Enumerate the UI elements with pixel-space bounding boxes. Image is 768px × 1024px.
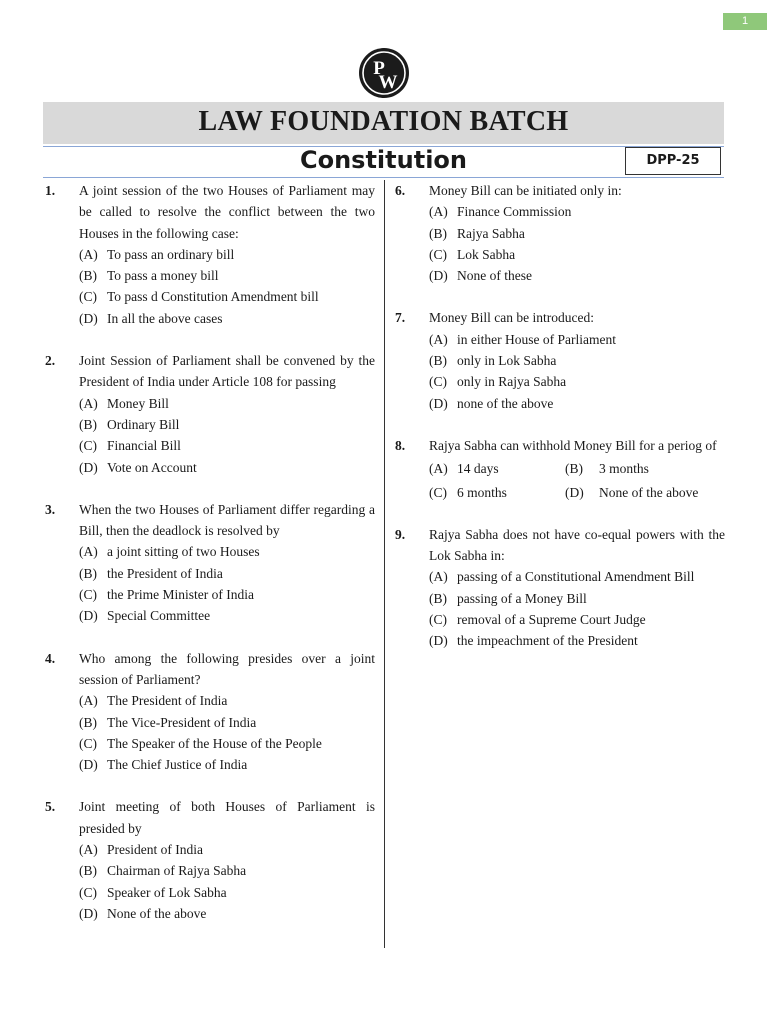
option-text: a joint sitting of two Houses	[107, 544, 260, 560]
page-number-badge: 1	[723, 13, 767, 30]
dpp-label: DPP-25	[625, 147, 721, 175]
option-letter: (B)	[79, 565, 97, 581]
option-letter: (B)	[429, 590, 447, 606]
option-c	[79, 286, 375, 307]
option-text: Financial Bill	[107, 438, 181, 454]
question-number: 9.	[395, 526, 406, 542]
option-letter: (D)	[429, 268, 448, 284]
question-7	[395, 307, 725, 413]
question-number: 5.	[45, 799, 56, 815]
question-number: 6.	[395, 183, 406, 198]
option-b	[429, 350, 725, 371]
question-text: A joint session of the two Houses of Parliament may be called to resolve the conflict between the two Houses in the following case:	[79, 183, 375, 241]
pw-logo-icon	[359, 48, 409, 98]
option-text: None of the above	[107, 905, 207, 921]
option-letter: (A)	[429, 331, 448, 347]
option-text: Speaker of Lok Sabha	[107, 884, 227, 900]
question-5	[45, 796, 375, 924]
option-text: only in Rajya Sabha	[457, 374, 567, 390]
option-text: 3 months	[599, 461, 649, 477]
option-letter: (A)	[429, 569, 448, 585]
question-text: Rajya Sabha does not have co-equal powers with the Lok Sabha in:	[429, 526, 725, 564]
option-b	[429, 223, 725, 244]
option-c	[79, 435, 375, 456]
option-letter: (D)	[429, 395, 448, 411]
option-letter: (B)	[79, 416, 97, 432]
question-1	[45, 180, 375, 329]
option-letter: (A)	[429, 461, 448, 477]
option-text: None of these	[457, 268, 532, 284]
option-text: The Vice-President of India	[107, 714, 257, 730]
question-text: Who among the following presides over a joint session of Parliament?	[79, 650, 375, 687]
option-b	[79, 265, 375, 286]
option-a	[429, 458, 565, 479]
question-8	[395, 435, 725, 503]
options-list	[45, 244, 375, 329]
question-text: Money Bill can be introduced:	[429, 310, 594, 326]
option-text: the President of India	[107, 565, 223, 581]
option-letter: (D)	[79, 905, 98, 921]
question-text: Rajya Sabha can withhold Money Bill for a periog of	[429, 437, 717, 453]
question-number: 7.	[395, 310, 406, 326]
option-letter: (D)	[79, 757, 98, 773]
question-text: Joint meeting of both Houses of Parliament is presided by	[79, 799, 375, 836]
question-text: Money Bill can be initiated only in:	[429, 183, 622, 198]
option-letter: (A)	[79, 395, 98, 411]
option-letter: (C)	[79, 587, 97, 603]
option-b	[565, 458, 725, 479]
option-text: The Chief Justice of India	[107, 757, 248, 773]
options-list	[395, 329, 725, 414]
option-a	[429, 201, 725, 222]
option-d	[79, 754, 375, 775]
option-text: 6 months	[457, 484, 507, 500]
option-b	[429, 588, 725, 609]
question-number: 8.	[395, 437, 406, 453]
option-c	[79, 882, 375, 903]
option-letter: (C)	[429, 612, 447, 628]
question-text: When the two Houses of Parliament differ regarding a Bill, then the deadlock is resolved by	[79, 501, 375, 539]
options-list	[45, 690, 375, 775]
option-text: none of the above	[457, 395, 554, 411]
options-list	[395, 566, 725, 651]
option-d	[565, 482, 725, 503]
option-d	[79, 605, 375, 626]
subject-title: Constitution	[299, 146, 467, 174]
option-text: To pass d Constitution Amendment bill	[107, 289, 319, 305]
option-d	[429, 393, 725, 414]
left-column	[45, 180, 375, 924]
option-c	[429, 609, 725, 630]
option-letter: (A)	[79, 544, 98, 560]
option-text: Ordinary Bill	[107, 416, 180, 432]
option-text: Rajya Sabha	[457, 225, 525, 241]
option-d	[79, 308, 375, 329]
question-3	[45, 499, 375, 627]
option-letter: (D)	[429, 633, 448, 649]
options-grid	[395, 458, 725, 503]
question-2	[45, 350, 375, 478]
option-text: passing of a Constitutional Amendment Bill	[457, 569, 695, 585]
options-list	[45, 839, 375, 924]
option-d	[79, 457, 375, 478]
option-letter: (B)	[79, 268, 97, 284]
option-text: Lok Sabha	[457, 246, 516, 262]
option-a	[79, 541, 375, 562]
option-c	[429, 371, 725, 392]
option-text: To pass an ordinary bill	[107, 246, 235, 262]
option-text: Special Committee	[107, 608, 211, 624]
options-list	[45, 541, 375, 626]
options-list	[45, 393, 375, 478]
option-letter: (A)	[429, 204, 448, 220]
option-b	[79, 563, 375, 584]
option-c	[429, 244, 725, 265]
option-text: President of India	[107, 842, 203, 858]
column-divider	[384, 180, 385, 948]
option-a	[429, 329, 725, 350]
option-a	[429, 566, 725, 587]
option-letter: (C)	[79, 289, 97, 305]
question-number: 2.	[45, 353, 56, 369]
option-text: the Prime Minister of India	[107, 587, 254, 603]
option-letter: (B)	[79, 863, 97, 879]
option-letter: (B)	[79, 714, 97, 730]
option-letter: (C)	[429, 484, 447, 500]
option-c	[79, 584, 375, 605]
option-c	[429, 482, 565, 503]
question-4	[45, 648, 375, 776]
option-c	[79, 733, 375, 754]
option-text: passing of a Money Bill	[457, 590, 587, 606]
option-letter: (C)	[429, 374, 447, 390]
option-a	[79, 839, 375, 860]
option-a	[79, 393, 375, 414]
option-letter: (D)	[565, 484, 584, 500]
question-text: Joint Session of Parliament shall be convened by the President of India under Article 108 for passing	[79, 353, 375, 390]
option-b	[79, 414, 375, 435]
option-letter: (D)	[79, 459, 98, 475]
option-text: only in Lok Sabha	[457, 353, 557, 369]
option-letter: (A)	[79, 842, 98, 858]
option-letter: (C)	[429, 246, 447, 262]
option-text: Money Bill	[107, 395, 169, 411]
question-9	[395, 524, 725, 652]
logo-letter-w: W	[378, 72, 398, 93]
options-list	[395, 201, 725, 286]
question-6	[395, 180, 725, 286]
option-letter: (C)	[79, 884, 97, 900]
option-text: Vote on Account	[107, 459, 197, 475]
option-letter: (C)	[79, 438, 97, 454]
option-letter: (B)	[429, 225, 447, 241]
option-text: Chairman of Rajya Sabha	[107, 863, 247, 879]
option-text: The Speaker of the House of the People	[107, 735, 322, 751]
option-d	[429, 265, 725, 286]
batch-title: LAW FOUNDATION BATCH	[198, 106, 569, 137]
option-text: Finance Commission	[457, 204, 572, 220]
option-b	[79, 712, 375, 733]
option-a	[79, 244, 375, 265]
option-letter: (B)	[565, 461, 583, 477]
option-letter: (D)	[79, 310, 98, 326]
question-number: 1.	[45, 183, 56, 198]
logo-letter-p: P	[373, 58, 385, 79]
option-b	[79, 860, 375, 881]
option-text: In all the above cases	[107, 310, 223, 326]
header-band	[43, 102, 724, 144]
option-letter: (D)	[79, 608, 98, 624]
option-text: None of the above	[599, 484, 699, 500]
option-d	[79, 903, 375, 924]
option-text: the impeachment of the President	[457, 633, 638, 649]
option-letter: (B)	[429, 353, 447, 369]
right-column	[395, 180, 725, 652]
option-text: The President of India	[107, 693, 228, 709]
option-letter: (A)	[79, 246, 98, 262]
option-text: To pass a money bill	[107, 268, 219, 284]
option-letter: (A)	[79, 693, 98, 709]
header-rule-bottom	[43, 177, 724, 178]
option-letter: (C)	[79, 735, 97, 751]
question-number: 4.	[45, 650, 56, 666]
option-text: removal of a Supreme Court Judge	[457, 612, 646, 628]
option-text: 14 days	[457, 461, 499, 477]
option-d	[429, 630, 725, 651]
option-a	[79, 690, 375, 711]
option-text: in either House of Parliament	[457, 331, 616, 347]
question-number: 3.	[45, 501, 56, 517]
